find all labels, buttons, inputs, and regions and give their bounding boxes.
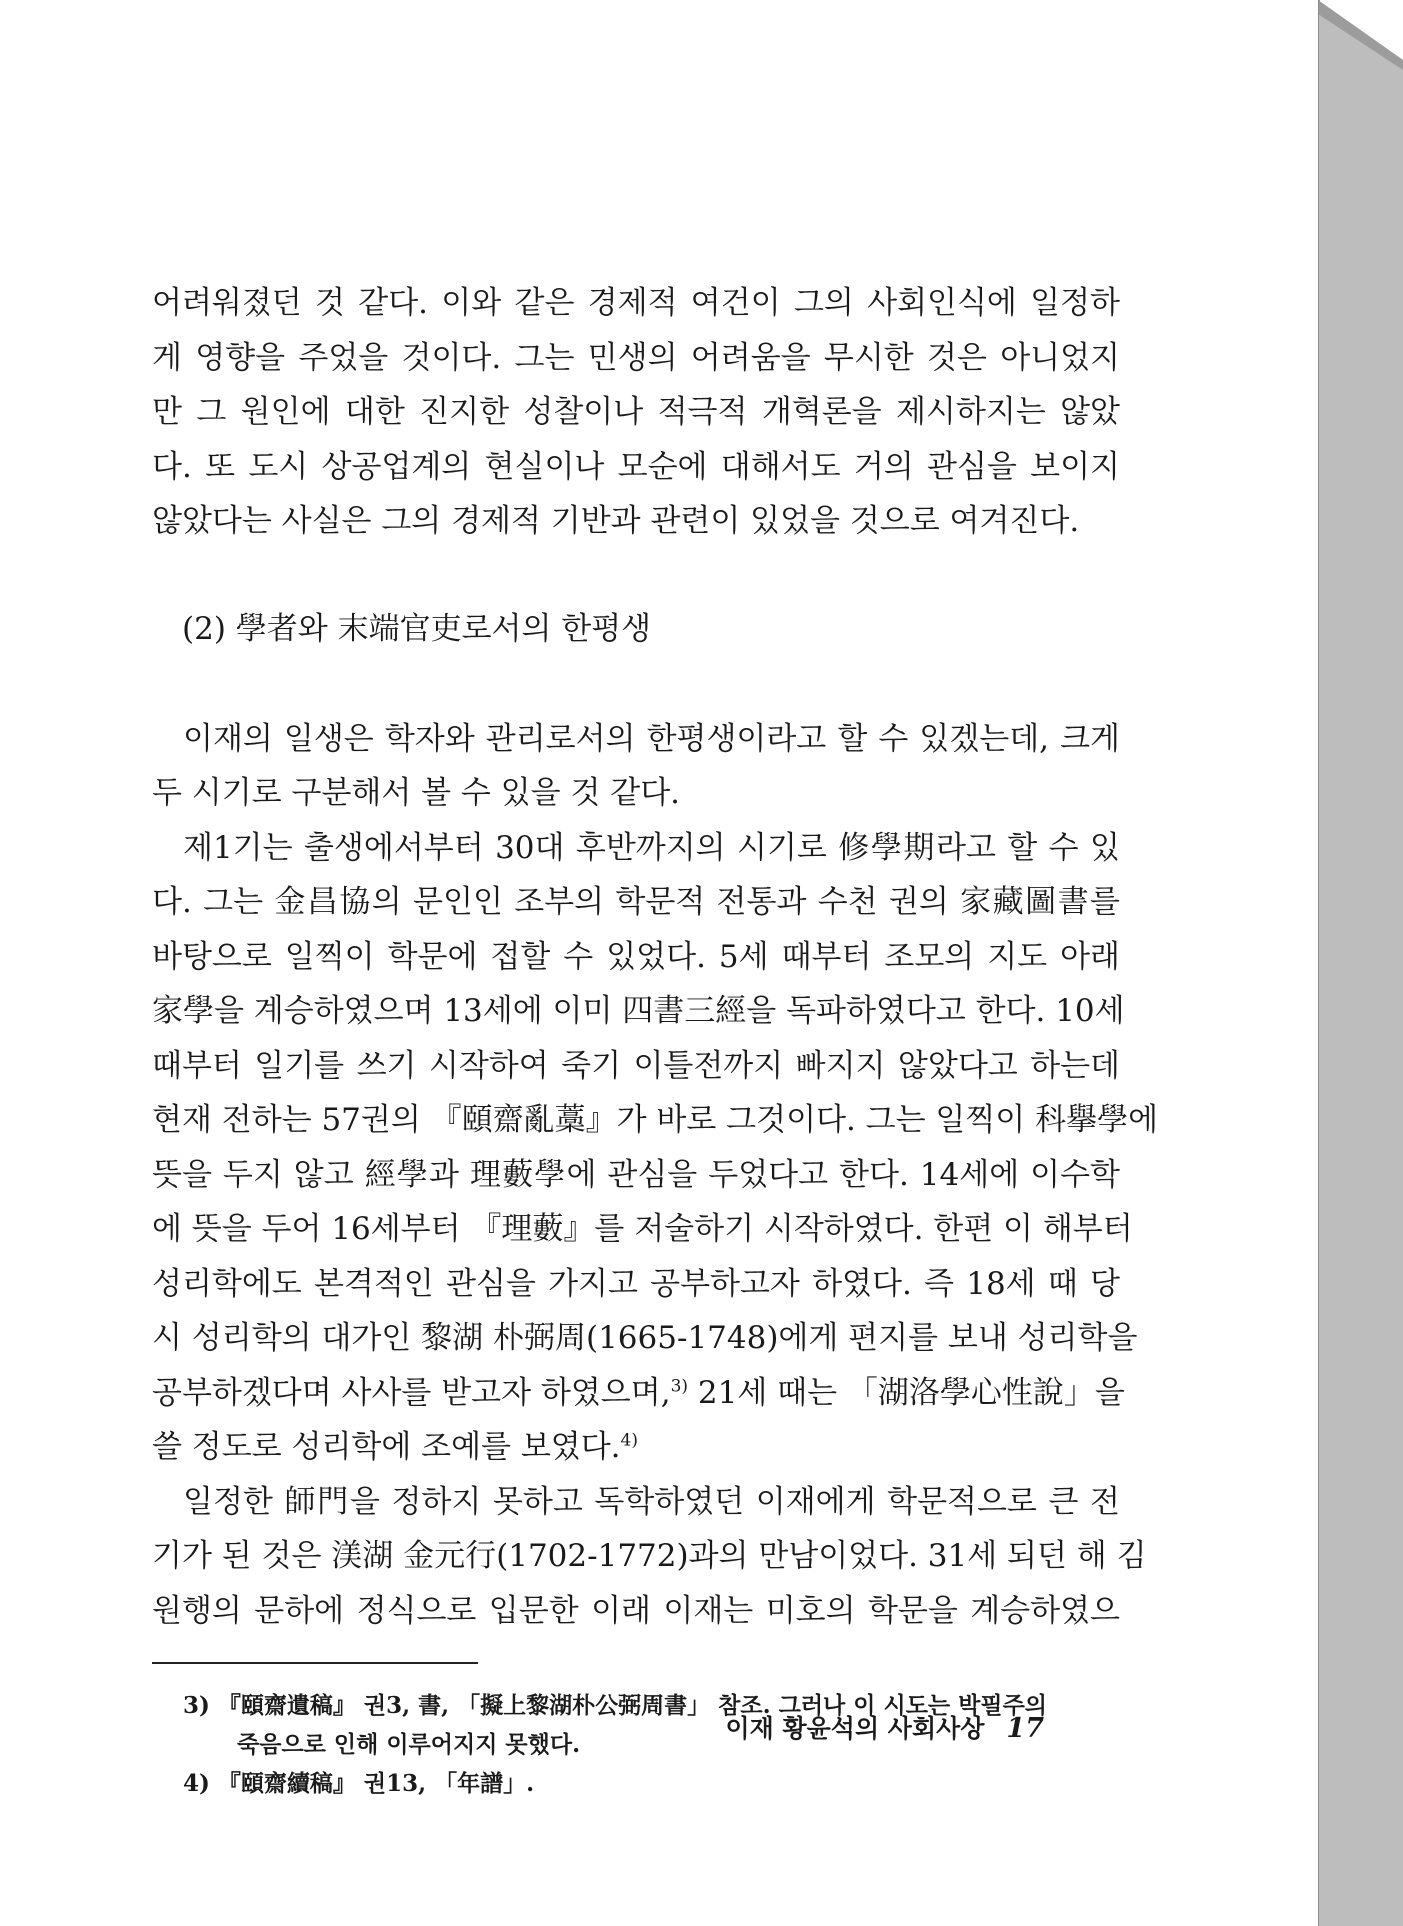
- footnote-4: [183, 1764, 1120, 1803]
- text-line: 시 성리학의 대가인 黎湖 朴弼周(1665-1748)에게 편지를 보내 성리학을: [152, 1320, 1138, 1356]
- running-footer-title: 이재 황윤석의 사회사상: [725, 1714, 985, 1743]
- book-edge-shading: [1318, 0, 1403, 1926]
- paragraph-teacher: [152, 1475, 1147, 1639]
- footnote-line: 죽음으로 인해 이루어지지 못했다.: [237, 1731, 581, 1758]
- text-line: 일정한 師門을 정하지 못하고 독학하였던 이재에게 학문적으로 큰 전: [183, 1483, 1120, 1520]
- text-line: 어려워졌던 것 같다. 이와 같은 경제적 여건이 그의 사회인식에 일정하: [152, 285, 1120, 321]
- text-line: 현재 전하는 57권의 『頤齋亂藁』가 바로 그것이다. 그는 일찍이 科擧學에: [152, 1102, 1159, 1138]
- text-line: 원행의 문하에 정식으로 입문한 이래 이재는 미호의 학문을 계승하였으: [152, 1592, 1120, 1629]
- paragraph-life-overview: [152, 712, 1120, 821]
- text-line: 성리학에도 본격적인 관심을 가지고 공부하고자 하였다. 즉 18세 때 당: [152, 1265, 1120, 1302]
- text-line: 때부터 일기를 쓰기 시작하여 죽기 이틀전까지 빠지지 않았다고 하는데: [152, 1047, 1120, 1084]
- text-line: 뜻을 두지 않고 經學과 理藪學에 관심을 두었다고 한다. 14세에 이수학: [152, 1156, 1120, 1193]
- text-line: 제1기는 출생에서부터 30대 후반까지의 시기로 修學期라고 할 수 있: [183, 829, 1120, 866]
- paragraph-economic-basis: [152, 276, 1120, 549]
- text-line: 다. 그는 金昌協의 문인인 조부의 학문적 전통과 수천 권의 家藏圖書를: [152, 884, 1120, 920]
- footnote-divider: [152, 1662, 478, 1664]
- paragraph-study-period: [152, 821, 1159, 1475]
- text-line-with-note: [152, 1420, 1120, 1475]
- footnote-line: 4) 『頤齋續稿』 권13, 「年譜」.: [183, 1770, 535, 1797]
- footnote-line: 3) 『頤齋遺稿』 권3, 書, 「擬上黎湖朴公弼周書」 참조. 그러나 이 시도는 박필주의: [183, 1692, 1048, 1719]
- text-segment: 공부하겠다며 사사를 받고자 하였으며,: [152, 1374, 671, 1411]
- text-line: 바탕으로 일찍이 학문에 접할 수 있었다. 5세 때부터 조모의 지도 아래: [152, 938, 1120, 975]
- text-line: 두 시기로 구분해서 볼 수 있을 것 같다.: [152, 775, 681, 811]
- text-line: 이재의 일생은 학자와 관리로서의 한평생이라고 할 수 있겠는데, 크게: [183, 720, 1120, 757]
- page-number: 17: [1006, 1713, 1044, 1744]
- text-line: 기가 된 것은 渼湖 金元行(1702-1772)과의 만남이었다. 31세 되던 해 김: [152, 1538, 1147, 1574]
- footnote-ref: 3): [670, 1376, 689, 1397]
- text-line: 家學을 계승하였으며 13세에 이미 四書三經을 독파하였다고 한다. 10세: [152, 993, 1125, 1029]
- text-line: 에 뜻을 두어 16세부터 『理藪』를 저술하기 시작하였다. 한편 이 해부터: [152, 1211, 1133, 1247]
- text-line: 않았다는 사실은 그의 경제적 기반과 관련이 있었을 것으로 여겨진다.: [152, 503, 1080, 539]
- text-line: 게 영향을 주었을 것이다. 그는 민생의 어려움을 무시한 것은 아니었지: [152, 339, 1120, 376]
- page-body: [152, 276, 1159, 1803]
- footnote-ref: 4): [620, 1430, 638, 1451]
- text-line: 다. 또 도시 상공업계의 현실이나 모순에 대해서도 거의 관심을 보이지: [152, 448, 1120, 485]
- text-line: 만 그 원인에 대한 진지한 성찰이나 적극적 개혁론을 제시하지는 않았: [152, 394, 1120, 430]
- text-line-with-note: [152, 1366, 1125, 1421]
- running-footer: [726, 1709, 1045, 1745]
- section-heading: (2) 學者와 末端官吏로서의 한평생: [182, 610, 652, 647]
- text-segment: 쓸 정도로 성리학에 조예를 보였다.: [152, 1429, 621, 1465]
- text-segment: 21세 때는 「湖洛學心性說」을: [697, 1374, 1125, 1411]
